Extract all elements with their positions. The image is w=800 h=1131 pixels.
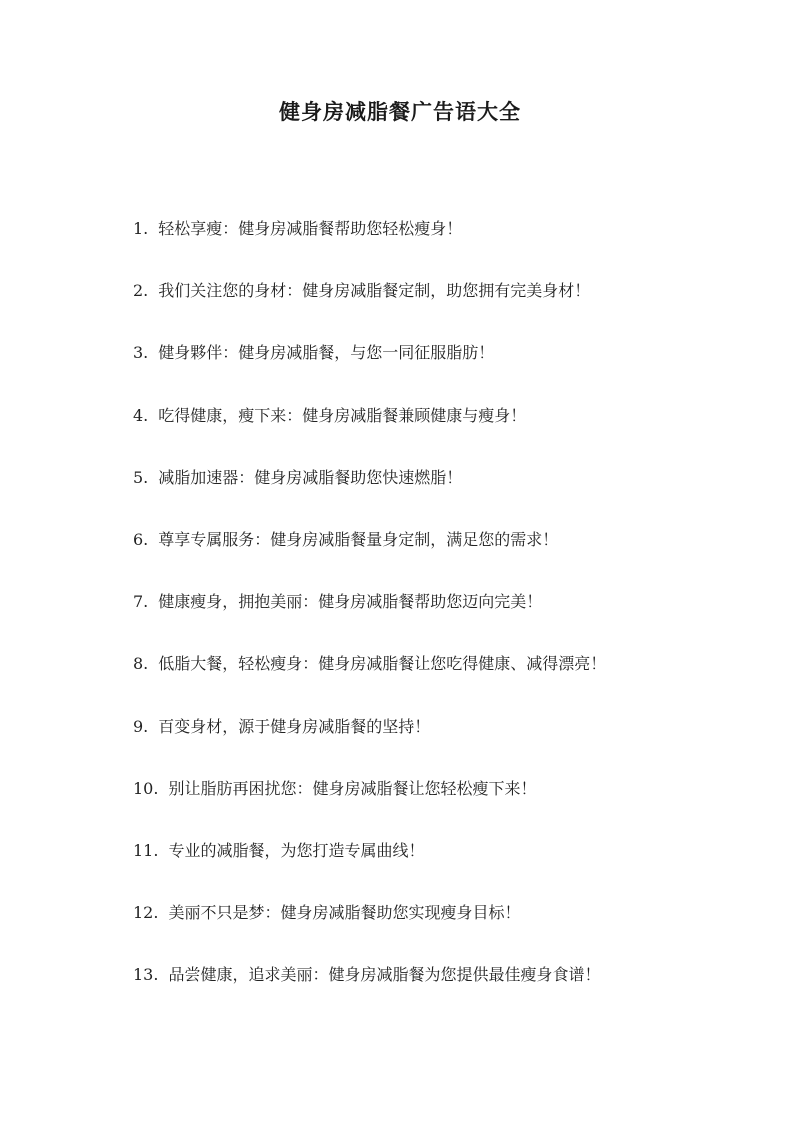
list-item <box>133 902 753 964</box>
list-item <box>133 342 753 404</box>
item-text: 专业的减脂餐，为您打造专属曲线！ <box>168 840 425 860</box>
item-number: 13. <box>133 965 159 985</box>
item-text: 别让脂肪再困扰您：健身房减脂餐让您轻松瘦下来！ <box>168 778 537 798</box>
item-number: 1. <box>133 219 149 238</box>
list-item <box>133 467 753 529</box>
list-item <box>133 405 753 467</box>
item-text: 美丽不只是梦：健身房减脂餐助您实现瘦身目标！ <box>168 903 521 923</box>
list-item <box>133 778 753 840</box>
item-text: 轻松享瘦：健身房减脂餐帮助您轻松瘦身！ <box>158 219 463 238</box>
item-number: 11. <box>133 840 159 860</box>
list-item <box>133 218 753 280</box>
item-text: 我们关注您的身材：健身房减脂餐定制，助您拥有完美身材！ <box>158 281 591 301</box>
document-title: 健身房减脂餐广告语大全 <box>279 99 521 124</box>
item-text: 减脂加速器：健身房减脂餐助您快速燃脂！ <box>158 467 463 487</box>
list-item <box>133 591 753 653</box>
item-number: 6. <box>133 529 149 549</box>
item-number: 7. <box>133 592 149 612</box>
list-item <box>133 653 753 715</box>
item-number: 4. <box>133 405 149 425</box>
item-text: 健康瘦身，拥抱美丽：健身房减脂餐帮助您迈向完美！ <box>158 592 543 612</box>
item-text: 品尝健康，追求美丽：健身房减脂餐为您提供最佳瘦身食谱！ <box>168 965 601 985</box>
item-text: 健身夥伴：健身房减脂餐，与您一同征服脂肪！ <box>158 343 495 363</box>
slogan-list <box>133 218 753 1026</box>
item-text: 吃得健康，瘦下来：健身房减脂餐兼顾健康与瘦身！ <box>158 405 527 425</box>
item-text: 尊享专属服务：健身房减脂餐量身定制，满足您的需求！ <box>158 529 559 549</box>
item-number: 10. <box>133 778 159 798</box>
list-item <box>133 840 753 902</box>
list-item <box>133 964 753 1026</box>
item-number: 8. <box>133 654 149 674</box>
list-item <box>133 716 753 778</box>
list-item <box>133 280 753 342</box>
list-item <box>133 529 753 591</box>
item-number: 5. <box>133 467 149 487</box>
item-text: 低脂大餐，轻松瘦身：健身房减脂餐让您吃得健康、减得漂亮！ <box>158 654 607 674</box>
item-number: 9. <box>133 716 149 736</box>
item-number: 3. <box>133 343 149 363</box>
item-number: 2. <box>133 281 149 301</box>
item-text: 百变身材，源于健身房减脂餐的坚持！ <box>158 716 431 736</box>
item-number: 12. <box>133 903 159 923</box>
